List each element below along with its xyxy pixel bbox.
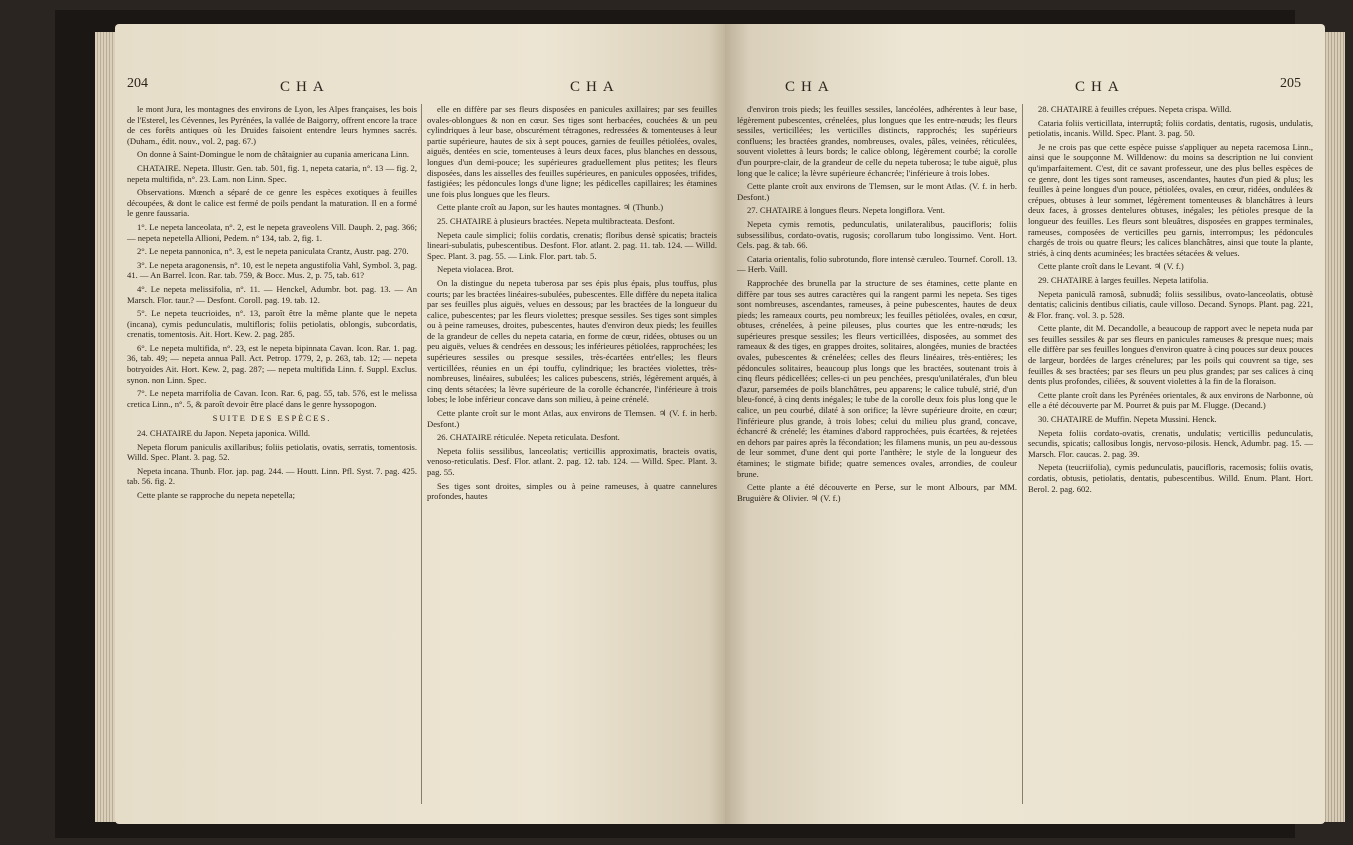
paragraph: 28. CHATAIRE à feuilles crépues. Nepeta crispa. Willd. — [1038, 104, 1232, 114]
left-page — [115, 24, 727, 824]
paragraph: 2°. Le nepeta pannonica, n°. 3, est le nepeta paniculata Crantz, Austr. pag. 270. — [137, 246, 409, 257]
paragraph: 3°. Le nepeta aragonensis, n°. 10, est le nepeta angustifolia Vahl, Symbol. 3, pag. 41. — An Barrel. Icon. Rar. tab. 759, & Bocc. Mus. 2, p. 75, tab. 61? — [127, 259, 417, 281]
paragraph: Rapprochée des brunella par la structure de ses étamines, cette plante en diffère par tous ses autres caractères qui la rangent parmi les nepeta. Ses tiges sont nombreuses, ascendantes, rameuses, à peine pubescentes, hautes de deux pieds; les rameaux courts, peu nombreux; les feuilles pétiolées, ovales, en cœur, obtuses, crénelées, à peine pileuses, plus courtes que les entre-nœuds; les supérieures presque sessiles; les fleurs verticillées, disposées, au sommet des rameaux & des tiges, en grappes droites, solitaires, alongées, munies de bractées ovales, pubescentes & crénelées; celles des fleurs linéaires, très-entières; les pédoncules solitaires, beaucoup plus longs que les bractées, soutenant trois à cinq fleurs pédicellées; celles-ci un peu penchées, presqu'unilatérales, d'un bleu d'azur, parsemées de poils blanchâtres, peu apparens; le calice tubulé, strié, d'un bleu-foncé, à cinq dents inégales; le tube de la corolle deux fois plus long que le calice, un peu courbé, dilaté à son orifice; la lèvre supérieure droite, en cœur; l'inférieure plus grande, à trois lobes; celui du milieu plus grand, concave, échancré & crénelé; les étamines d'abord rapprochées, puis écartées, & rejetées en dehors par paires après la fécondation; les filamens munis, un peu au-dessous de leur sommet, d'une dent qui porte l'anthère; le style de la longueur des étamines; le stigmate bifide; quatre semences ovales, arrondies, de couleur brune. — [737, 277, 1017, 479]
paragraph: Ses tiges sont droites, simples ou à peine rameuses, à quatre cannelures profondes, hautes — [427, 480, 717, 502]
paragraph: 30. CHATAIRE de Muffin. Nepeta Mussini. Henck. — [1038, 414, 1217, 425]
page-number-left: 204 — [127, 76, 148, 91]
paragraph: Nepeta cymis remotis, pedunculatis, unilateralibus, paucifloris; foliis subsessilibus, cordato-ovatis, rugosis; corollarum tubo longissimo. Vent. Hort. Cels. pag. & tab. 66. — [737, 218, 1017, 251]
page-number-right: 205 — [1280, 76, 1301, 91]
paragraph: Cette plante se rapproche du nepeta nepetella; — [137, 490, 295, 500]
paragraph: Nepeta foliis sessilibus, lanceolatis; verticillis approximatis, bracteis ovatis, venoso-reticulatis. Desf. Flor. atlant. 2. pag. 12. tab. 124. — Willd. Spec. Plant. 3. pag. 55. — [427, 445, 717, 477]
paragraph: Cette plante a été découverte en Perse, sur le mont Albours, par MM. Bruguière & Olivier. ♃ (V. f.) — [737, 482, 1017, 503]
paragraph: 27. CHATAIRE à longues fleurs. Nepeta longiflora. Vent. — [747, 205, 945, 216]
paragraph: Cataria orientalis, folio subrotundo, flore intensè cæruleo. Tournef. Coroll. 13. — Herb. Vaill. — [737, 253, 1017, 275]
paragraph: Nepeta caule simplici; foliis cordatis, crenatis; floribus densè spicatis; bracteis lineari-subulatis, pubescentibus. Desfont. Flor. atlant. 2. pag. 11. tab. 124. — Willd. Spec. Plant. 3. pag. 55. — Link. Flor. part. tab. 5. — [427, 229, 717, 261]
running-head-left-1: CHA — [280, 79, 330, 95]
paragraph: Cette plante croît aux environs de Tlemsen, sur le mont Atlas. (V. f. in herb. Desfont.) — [737, 181, 1017, 202]
open-book — [55, 10, 1313, 838]
column-rule — [1022, 104, 1023, 804]
right-column-2 — [1028, 104, 1313, 497]
paragraph: Cataria foliis verticillata, interruptâ; foliis cordatis, dentatis, rugosis, undulatis, petiolatis, incanis. Willd. Spec. Plant. 3. pag. 50. — [1028, 117, 1313, 139]
page-edges-right — [1323, 32, 1345, 822]
paragraph: Nepeta florum paniculis axillaribus; foliis petiolatis, ovatis, serratis, tomentosis. Willd. Spec. Plant. 3. pag. 52. — [127, 441, 417, 463]
paragraph: 7°. Le nepeta marrifolia de Cavan. Icon. Rar. 6, pag. 55, tab. 576, est le melissa cretica Linn., n°. 5, & paroît devoir être placé dans le genre hyssopogon. — [127, 388, 417, 409]
paragraph: 25. CHATAIRE à plusieurs bractées. Nepeta multibracteata. Desfont. — [437, 215, 675, 226]
paragraph: 1°. Le nepeta lanceolata, n°. 2, est le nepeta graveolens Vill. Dauph. 2, pag. 366; — nepeta nepetella Allioni, Pedem. n° 134, tab. 2, fig. 1. — [127, 221, 417, 243]
column-rule — [421, 104, 422, 804]
paragraph: 6°. Le nepeta multifida, n°. 23, est le nepeta bipinnata Cavan. Icon. Rar. 1. pag. 36, tab. 49; — nepeta annua Pall. Act. Petrop. 1779, 2, p. 263, tab. 12; — nepeta botryoides Ait. Hort. Kew. 2, pag. 287; — nepeta multifida Linn. f. Suppl. Exclus. synon. non Linn. Spec. — [127, 342, 417, 385]
running-head-right-1: CHA — [785, 79, 835, 95]
paragraph: Nepeta foliis cordato-ovatis, crenatis, undulatis; verticillis pedunculatis, secundis, spicatis; callosibus longis, nervoso-pilosis. Henck, Adumbr. pag. 15. — Marsch. Flor. caucas. 2. pag. 39. — [1028, 427, 1313, 459]
running-head-left-2: CHA — [570, 79, 620, 95]
left-column-2 — [427, 104, 717, 505]
paragraph: Cette plante croît dans le Levant. ♃ (V. f.) — [1038, 261, 1184, 272]
page-edges-left — [95, 32, 117, 822]
paragraph: Je ne crois pas que cette espèce puisse s'appliquer au nepeta racemosa Linn., ainsi que le soupçonne M. Willdenow: du moins sa description ne lui convient qu'imparfaitement. C'est, dit ce savant professeur, une des plus belles espèces de ce genre, dont les tiges sont rameuses, ascendantes, hautes d'un pied & plus; les feuilles à peine longues d'un pouce, pétiolées, ovales, en cœur, ridées, ondulées & crépues, obtuses à leur sommet, légèrement tomenteuses & blanchâtres à leurs deux faces, à grosses dentelures obtuses, inégales; les pétioles presque de la longueur des feuilles. Les fleurs sont bleuâtres, disposées en grappes terminales, rameuses, composées de verticilles peu garnis, interrompus; les pédoncules chargés de trois ou quatre fleurs; les calices blanchâtres, ainsi que toute la plante, striés, à cinq dents acuminées; les bractées sétacées & velues. — [1028, 141, 1313, 258]
paragraph: le mont Jura, les montagnes des environs de Lyon, les Alpes françaises, les bois de l'Esterel, les Cévennes, les Pyrénées, la vallée de Baigorry, offrent encore la trace de ces forêts antiques où les Druides faisoient entendre leurs hymnes sacrés. (Duham., édit. nouv., vol. 2, pag. 67.) — [127, 104, 417, 146]
paragraph: 26. CHATAIRE réticulée. Nepeta reticulata. Desfont. — [437, 432, 620, 443]
paragraph: 24. CHATAIRE du Japon. Nepeta japonica. Willd. — [137, 428, 311, 439]
paragraph: Observations. Mœnch a séparé de ce genre les espèces exotiques à feuilles découpées, & dont le calice est fermé de poils pendant la maturation. Il en a formé le genre faussaria. — [127, 187, 417, 219]
paragraph: On la distingue du nepeta tuberosa par ses épis plus épais, plus touffus, plus courts; par les bractées linéaires-subulées, pubescentes. Elle diffère du nepeta italica par ses feuilles plus aiguës, velues en dessous; par les bractées de la longueur du calice, pubescentes; par les fleurs violettes; presque sessiles. Ses tiges sont simples ou à peine rameuses, droites, pubescentes, hautes d'environ deux pieds; les feuilles de la grandeur de celles du nepeta cataria, en forme de cœur, ridées, obtuses ou un peu aiguës, velues & cendrées en dessous; les inférieures pétiolées, rapprochées; les supérieures sessiles ou presque sessiles, très-écartées entr'elles; les fleurs verticillées, réunies en un épi touffu, cylindrique; les bractées violettes, très-nombreuses, linéaires, subulées; les calices pubescens, striés, légèrement arqués, à cinq dents sétacées; la lèvre supérieure de la corolle échancrée, l'inférieure à trois lobes; le lobe inférieur concave dans son milieu, à peine crénelé. — [427, 277, 717, 405]
paragraph: On donne à Saint-Domingue le nom de châtaignier au cupania americana Linn. — [137, 149, 410, 160]
paragraph: Nepeta (teucriifolia), cymis pedunculatis, paucifloris, racemosis; foliis ovatis, cordatis, obtusis, petiolatis, dentatis, pubescentibus. Willd. Enum. Plant. Hort. Berol. 2. pag. 602. — [1028, 462, 1313, 494]
paragraph: Cette plante croît sur le mont Atlas, aux environs de Tlemsen. ♃ (V. f. in herb. Desfont.) — [427, 408, 717, 429]
paragraph: Cette plante, dit M. Decandolle, a beaucoup de rapport avec le nepeta nuda par ses feuilles sessiles & par ses fleurs en panicules rameuses & presque nues; mais elle diffère par ses feuilles longues d'environ quatre à cinq pouces sur deux pouces de largeur, bordées de larges crénelures; par les poils qui couvrent sa tige, ses feuilles & ses bractées; par ses fleurs un peu plus grandes; par ses calices à cinq dents plus profondes, ciliées, & souvent violettes à la fin de la floraison. — [1028, 323, 1313, 387]
paragraph: 5°. Le nepeta teucrioides, n°. 13, paroît être la même plante que le nepeta (incana), cymis pedunculatis, multifloris; foliis petiolatis, oblongis, subcordatis, crenatis, tomentosis. Ait. Hort. Kew. 2. pag. 285. — [127, 308, 417, 340]
right-page — [725, 24, 1325, 824]
right-column-1 — [737, 104, 1017, 506]
paragraph: elle en diffère par ses fleurs disposées en panicules axillaires; par ses feuilles ovales-oblongues & non en cœur. Ses tiges sont herbacées, couchées & un peu cylindriques à leur base, obscurément tétragones, redressées & tomenteuses à leur partie supérieure, hautes de six à sept pouces, garnies de feuilles pétiolées, ovales, aiguës, dentées en scie, tomenteuses à leurs deux faces, plus blanches en dessous, longues d'un demi-pouce; les supérieures graduellement plus petites; les fleurs disposées, dans les aisselles des feuilles supérieures, en panicules opposées, trifides, fastigiées; les pédoncules longs d'une ligne; les pédicelles capillaires; les étamines une fois plus longues que les fleurs. — [427, 104, 717, 199]
paragraph: CHATAIRE. Nepeta. Illustr. Gen. tab. 501, fig. 1, nepeta cataria, n°. 13 — fig. 2, nepeta multifida, n°. 23. Lam. non Linn. Spec. — [127, 162, 417, 184]
paragraph: 4°. Le nepeta melissifolia, n°. 11. — Henckel, Adumbr. bot. pag. 13. — An Marsch. Flor. taur.? — Desfont. Coroll. pag. 19. tab. 12. — [127, 283, 417, 305]
running-head-right-2: CHA — [1075, 79, 1125, 95]
paragraph: d'environ trois pieds; les feuilles sessiles, lancéolées, adhérentes à leur base, légèrement pubescentes, crénelées, plus longues que les entre-nœuds; les fleurs sessiles, verticillées; les verticilles distincts, rapprochés; les supérieurs confluens; les bractées grandes, nombreuses, ovales, pâles, veinées, réticulées, souvent violettes à leurs bords; le calice oblong, légèrement courbé; la corolle d'un pourpre-clair, de la grandeur de celle du nepeta tuberosa; le tube aiguë, plus long que le calice; la lèvre supérieure échancrée; l'inférieure à trois lobes. — [737, 104, 1017, 178]
left-column-1 — [127, 104, 417, 504]
paragraph: 29. CHATAIRE à larges feuilles. Nepeta latifolia. — [1038, 274, 1209, 285]
paragraph: Nepeta paniculâ ramosâ, subnudâ; foliis sessilibus, ovato-lanceolatis, obtusè dentatis; calicinis dentibus ciliatis, caule villoso. Decand. Synops. Plant. pag. 221, & Flor. franç. vol. 3. p. 528. — [1028, 288, 1313, 320]
paragraph: Nepeta violacea. Brot. — [437, 264, 514, 275]
paragraph: Cette plante croît au Japon, sur les hautes montagnes. ♃ (Thunb.) — [437, 202, 664, 213]
paragraph: SUITE DES ESPÈCES. — [212, 413, 332, 424]
paragraph: Cette plante croît dans les Pyrénées orientales, & aux environs de Narbonne, où elle a été découverte par M. Pourret & puis par M. Flugge. (Decand.) — [1028, 389, 1313, 411]
paragraph: Nepeta incana. Thunb. Flor. jap. pag. 244. — Houtt. Linn. Pfl. Syst. 7. pag. 425. tab. 56. fig. 2. — [127, 465, 417, 487]
